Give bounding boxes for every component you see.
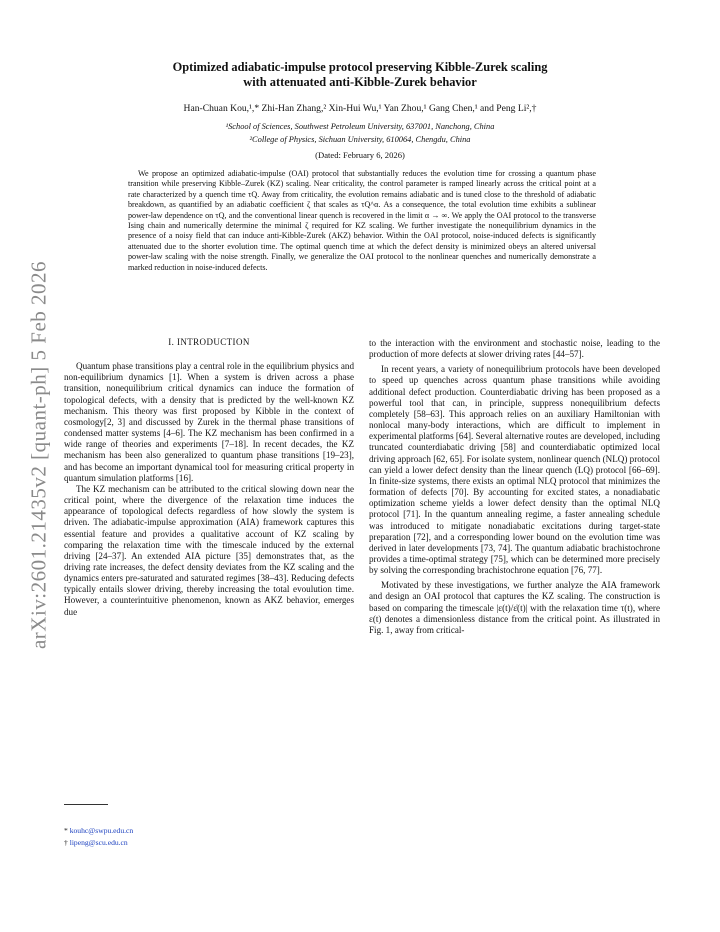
title-line-1: Optimized adiabatic-impulse protocol preserving Kibble-Zurek scaling bbox=[172, 60, 548, 74]
abstract: We propose an optimized adiabatic-impulse (OAI) protocol that substantially reduces the evolution time for crossing a quantum phase transition while preserving Kibble–Zurek (KZ) scaling. Near criticality, the control parameter is ramped linearly across the critical point at a rate characterized by a quench time τQ. Away from criticality, the evolution remains adiabatic and is tuned close to the threshold of adiabatic breakdown, as quantified by an adiabatic coefficient ζ that scales as τQ^α. As a consequence, the total evolution time exhibits a sublinear power-law dependence on τQ, and the conventional linear quench is recovered in the limit α → ∞. We apply the OAI protocol to the transverse Ising chain and numerically determine the minimal ζ required for KZ scaling. We further investigate the nonequilibrium dynamics in the presence of a noisy field that can induce anti-Kibble-Zurek (AKZ) behavior. Within the OAI protocol, noise-induced defects is significantly attenuated due to the shorter evolution time. The optimal quench time at which the defect density is minimized obeys an altered universal power-law scaling with the noise strength. Finally, we generalize the OAI protocol to the nonlinear quenches and numerically demonstrate a marked reduction in noise-induced defects. bbox=[128, 169, 596, 272]
intro-paragraph-3: In recent years, a variety of nonequilibrium protocols have been developed to speed up quenches across quantum phase transitions while avoiding additional defect production. Counterdiabatic driving has been proposed as a powerful tool that can, in principle, suppress nonequilibrium defects completely [58–63]. This approach relies on an auxiliary Hamiltonian with nonlocal many-body interactions, which are difficult to implement in experimental platforms [64]. Several alternative routes are developed, including truncated counterdiabatic driving [58] and counterdiabatic optimized local driving approach [62, 65]. For isolate system, nonlinear quench (NLQ) protocol can yield a lower defect density than the linear quench (LQ) protocol [66–69]. In finite-size systems, there exists an optimal NLQ protocol that minimizes the formation of defects [70]. By accounting for excited states, a nonadiabatic optimization scheme yields a lower defect density than the optimal NLQ protocol [71]. In the quantum annealing regime, a faster annealing schedule was introduced to mitigate nonadiabatic excitations during target-state preparation [72], and a corresponding lower bound on the evolution time was derived in later developments [73, 74]. The quantum adiabatic brachistochrone provides a time-optimal strategy [75], which can be determined more precisely by solving the corresponding brachistochrone equation [76, 77]. bbox=[369, 364, 660, 576]
intro-paragraph-2: The KZ mechanism can be attributed to the critical slowing down near the critical point, where the divergence of the relaxation time induces the appearance of topological defects regardless of how slowly the system is driven. The adiabatic-impulse approximation (AIA) framework captures this essential feature and provides a qualitative account of KZ scaling by comparing the relaxation time with the timescale induced by the external driving [24–37]. An extended AIA picture [35] demonstrates that, as the driving rate increases, the defect density deviates from the KZ scaling and the dynamics enters pre-saturated and saturated regimes [38–43]. Reducing defects typically entails slower driving, thereby increasing the total evoulution time. However, a counterintuitive phenomenon, known as AKZ behavior, emerges due bbox=[64, 483, 354, 617]
arxiv-stamp: arXiv:2601.21435v2 [quant-ph] 5 Feb 2026 bbox=[26, 260, 51, 650]
intro-paragraph-1: Quantum phase transitions play a central role in the equilibrium physics and non-equilibrium dynamics [1]. When a system is driven across a phase transition, nonequilibrium critical dynamics can induce the formation of topological defects, with a density that is predicted by the well-known KZ mechanism. This theory was first proposed by Kibble in the context of cosmology[2, 3] and discussed by Zurek in the thermal phase transitions of condensed matter systems [4–6]. The KZ mechanism has been confirmed in a wide range of theories and experiments [7–18]. In recent decades, the KZ mechanism has been also generalized to quantum phase transitions [19–23], and has become an important dynamical tool for measuring critical property in quantum simulation platforms [16]. bbox=[64, 361, 354, 483]
footnote-rule bbox=[64, 804, 108, 805]
footnote-1-email[interactable]: kouhc@swpu.edu.cn bbox=[69, 826, 134, 835]
affiliation-1: ¹School of Sciences, Southwest Petroleum University, 637001, Nanchong, China bbox=[225, 122, 495, 131]
affiliation-2: ²College of Physics, Sichuan University, 610064, Chengdu, China bbox=[249, 135, 471, 144]
author-list: Han-Chuan Kou,¹,* Zhi-Han Zhang,² Xin-Hui Wu,¹ Yan Zhou,¹ Gang Chen,¹ and Peng Li²,† bbox=[183, 103, 537, 114]
dated-line: (Dated: February 6, 2026) bbox=[315, 150, 405, 160]
footnote-2-email[interactable]: lipeng@scu.edu.cn bbox=[69, 838, 128, 847]
right-column bbox=[369, 338, 660, 636]
footnote-1 bbox=[64, 826, 133, 835]
footnote-1-mark: * bbox=[64, 826, 68, 835]
left-column bbox=[64, 337, 354, 618]
title-line-2: with attenuated anti-Kibble-Zurek behavior bbox=[243, 75, 477, 89]
footnote-2-mark: † bbox=[64, 838, 68, 847]
intro-paragraph-4: Motivated by these investigations, we further analyze the AIA framework and design an OAI protocol that captures the KZ scaling. The construction is based on comparing the timescale |ε(t)/ε̇(t)| with the relaxation time τ(t), where ε(t) denotes a dimensionless distance from the critical point. As illustrated in Fig. 1, away from critical- bbox=[369, 580, 660, 635]
footnote-2 bbox=[64, 838, 128, 847]
section-heading: I. INTRODUCTION bbox=[168, 337, 250, 347]
paper-title bbox=[100, 60, 620, 90]
intro-paragraph-continued: to the interaction with the environment and stochastic noise, leading to the production of more defects at slower driving rates [44–57]. bbox=[369, 338, 660, 360]
